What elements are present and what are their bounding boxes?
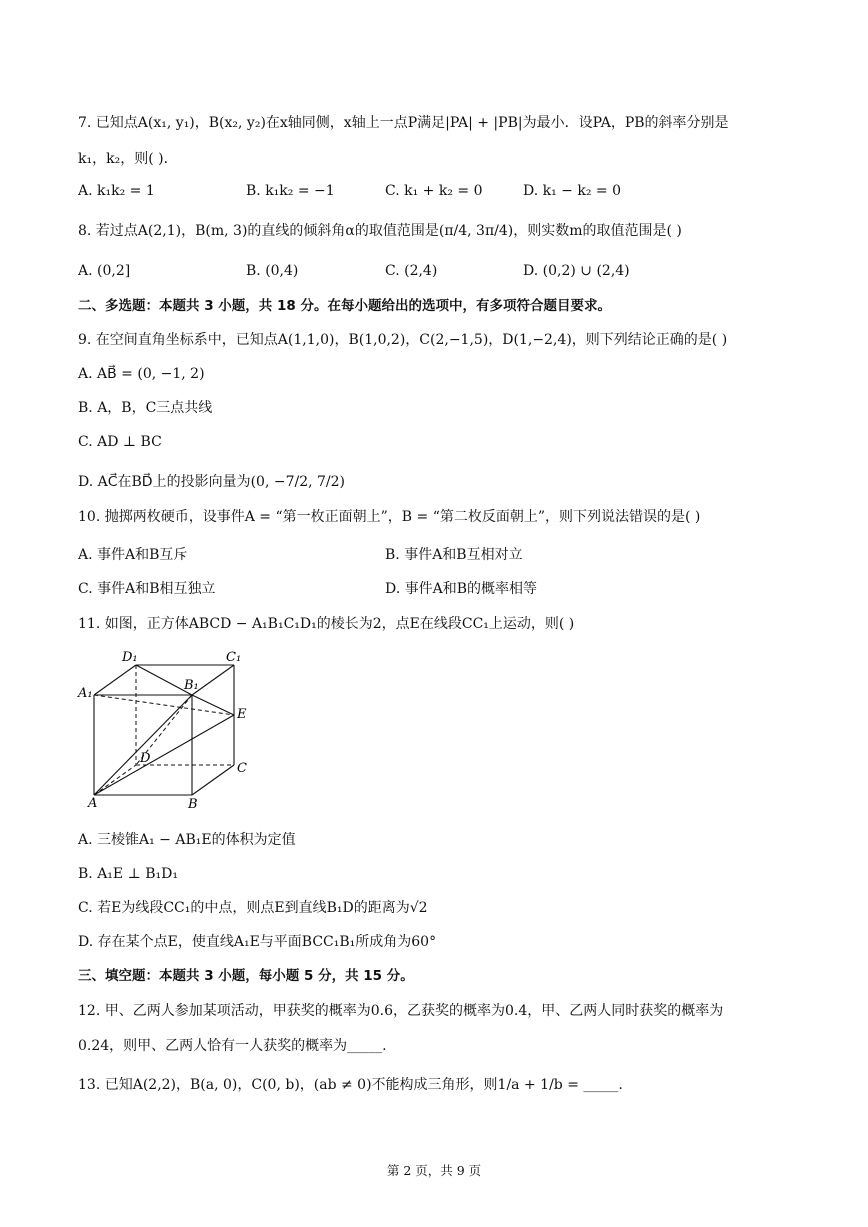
q10-option-c: C. 事件A和B相互独立 xyxy=(78,581,216,597)
q11-option-c: C. 若E为线段CC₁的中点，则点E到直线B₁D的距离为√2 xyxy=(78,900,428,916)
q7-stem-line1: 7. 已知点A(x₁, y₁)，B(x₂, y₂)在x轴同侧，x轴上一点P满足|PA| + |PB|为最小．设PA，PB的斜率分别是 xyxy=(78,115,729,131)
q10-option-d: D. 事件A和B的概率相等 xyxy=(385,581,538,597)
q8-option-a: A. (0,2] xyxy=(78,263,131,279)
q9-option-b: B. A，B，C三点共线 xyxy=(78,400,213,416)
q8-option-c: C. (2,4) xyxy=(385,263,438,279)
section-multiple-choice-heading: 二、多选题：本题共 3 小题，共 18 分。在每小题给出的选项中，有多项符合题目要求。 xyxy=(78,298,611,314)
q9-option-a: A. AB⃗ = (0, −1, 2) xyxy=(78,366,205,382)
q10-stem: 10. 抛掷两枚硬币，设事件A = “第一枚正面朝上”，B = “第二枚反面朝上”，则下列说法错误的是( ) xyxy=(78,509,701,525)
q10-option-b: B. 事件A和B互相对立 xyxy=(385,547,523,563)
q11-option-a: A. 三棱锥A₁ − AB₁E的体积为定值 xyxy=(78,832,296,848)
label-b: B xyxy=(188,797,198,812)
q7-option-b: B. k₁k₂ = −1 xyxy=(246,183,335,199)
q11-option-b: B. A₁E ⊥ B₁D₁ xyxy=(78,866,178,882)
q11-option-d: D. 存在某个点E，使直线A₁E与平面BCC₁B₁所成角为60° xyxy=(78,934,437,950)
q8-option-b: B. (0,4) xyxy=(246,263,299,279)
q8-stem: 8. 若过点A(2,1)，B(m, 3)的直线的倾斜角α的取值范围是(π/4, 3π/4)，则实数m的取值范围是( ) xyxy=(78,223,682,239)
q13-stem: 13. 已知A(2,2)，B(a, 0)，C(0, b)，(ab ≠ 0)不能构成三角形，则1/a + 1/b = _____. xyxy=(78,1077,623,1093)
q7-option-a: A. k₁k₂ = 1 xyxy=(78,183,155,199)
q9-stem: 9. 在空间直角坐标系中，已知点A(1,1,0)，B(1,0,2)，C(2,−1,5)，D(1,−2,4)，则下列结论正确的是( ) xyxy=(78,332,728,348)
label-d1: D₁ xyxy=(122,650,138,665)
q7-option-c: C. k₁ + k₂ = 0 xyxy=(385,183,483,199)
page-footer: 第 2 页，共 9 页 xyxy=(386,1163,482,1178)
label-c1: C₁ xyxy=(226,650,242,665)
q8-option-d: D. (0,2) ∪ (2,4) xyxy=(523,263,630,279)
q10-option-a: A. 事件A和B互斥 xyxy=(78,547,188,563)
label-e: E xyxy=(237,707,247,722)
q9-option-c: C. AD ⊥ BC xyxy=(78,434,162,450)
section-fill-blank-heading: 三、填空题：本题共 3 小题，每小题 5 分，共 15 分。 xyxy=(78,968,414,984)
label-b1: B₁ xyxy=(184,678,199,693)
q9-option-d: D. AC⃗在BD⃗上的投影向量为(0, −7/2, 7/2) xyxy=(78,474,346,490)
q12-stem-line2: 0.24，则甲、乙两人恰有一人获奖的概率为_____. xyxy=(78,1038,387,1054)
q7-stem-line2: k₁，k₂，则( )． xyxy=(78,151,178,167)
label-c: C xyxy=(237,761,247,776)
label-a1: A₁ xyxy=(78,686,93,701)
q11-stem: 11. 如图，正方体ABCD − A₁B₁C₁D₁的棱长为2，点E在线段CC₁上运动，则( ) xyxy=(78,616,575,632)
q12-stem-line1: 12. 甲、乙两人参加某项活动，甲获奖的概率为0.6，乙获奖的概率为0.4，甲、乙两人同时获奖的概率为 xyxy=(78,1003,724,1019)
cube-figure xyxy=(74,645,264,815)
label-a: A xyxy=(88,796,98,811)
label-d: D xyxy=(140,751,151,766)
q7-option-d: D. k₁ − k₂ = 0 xyxy=(523,183,621,199)
